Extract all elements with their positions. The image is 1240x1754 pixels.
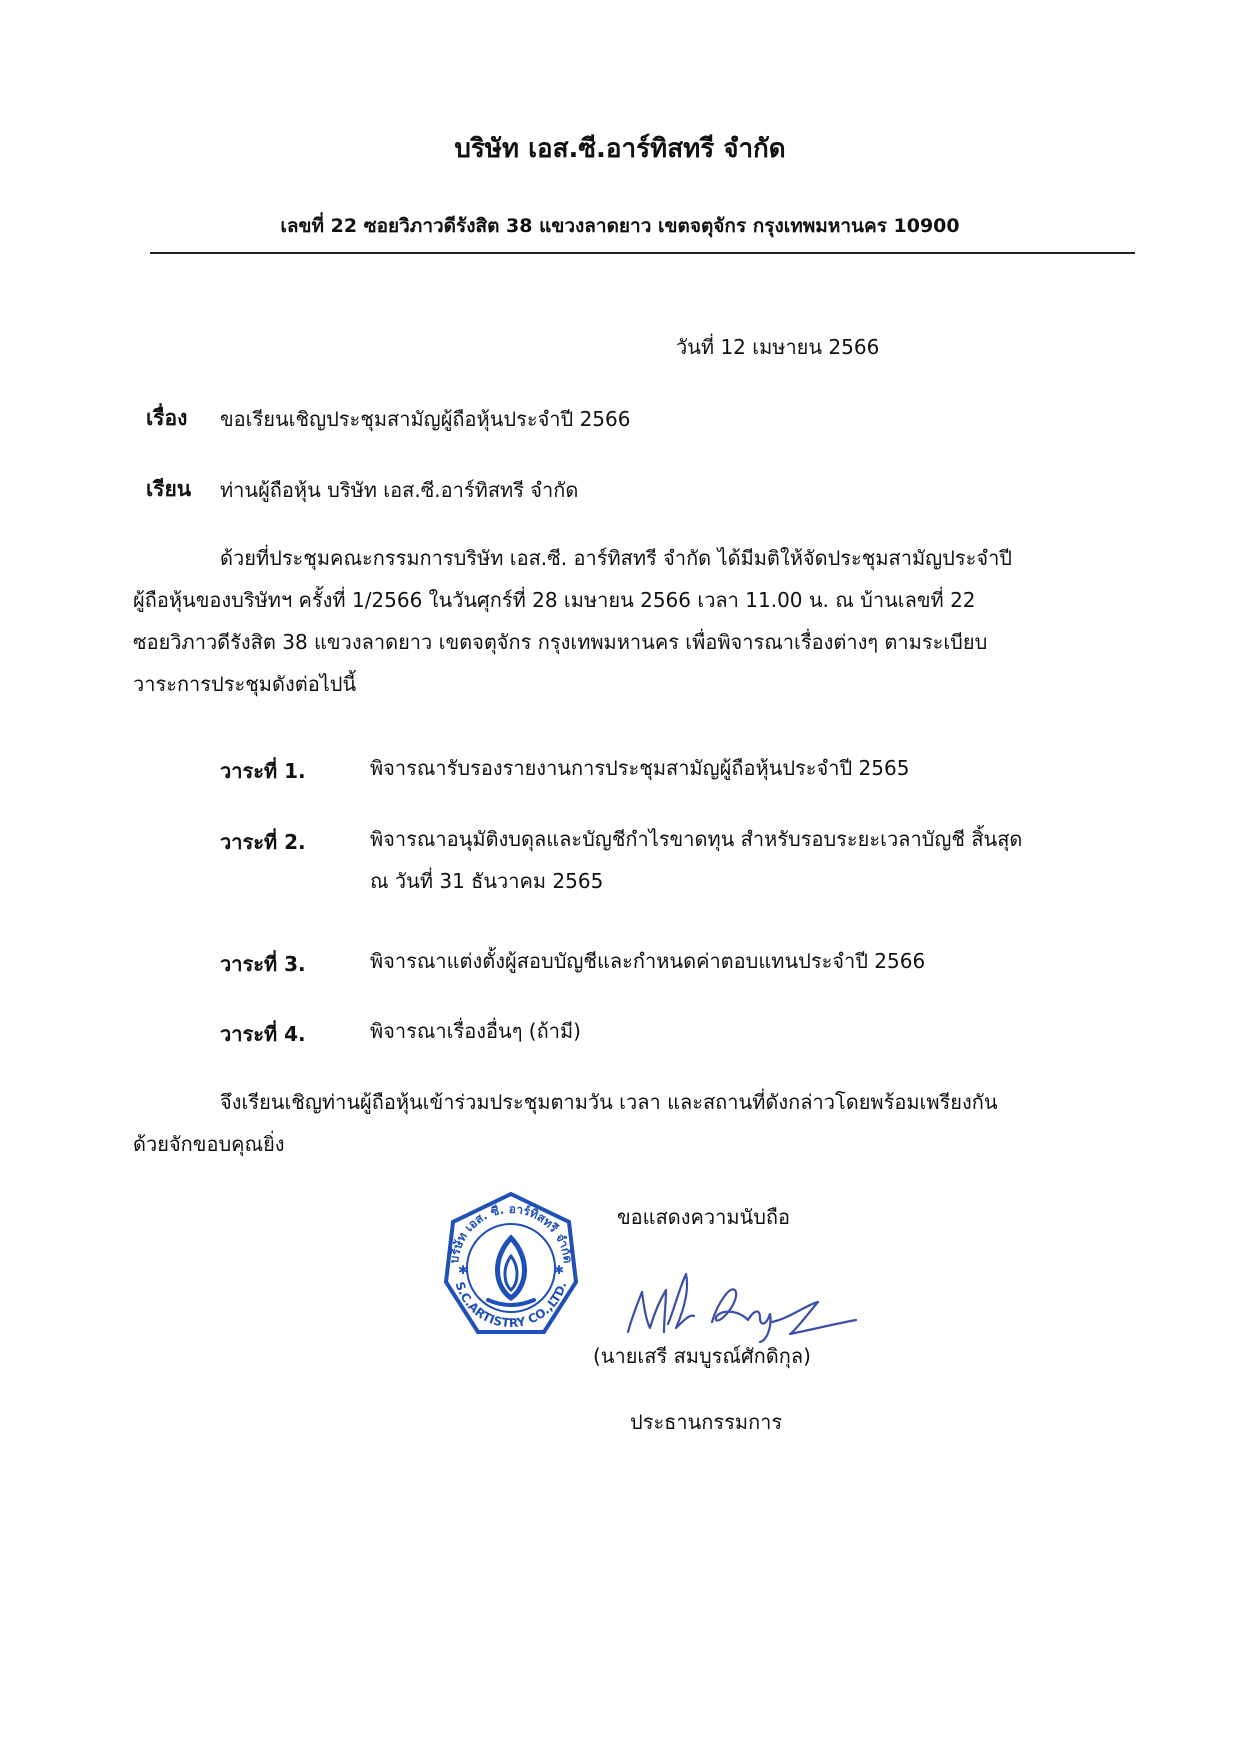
recipient-label: เรียน	[146, 477, 192, 501]
intro-line: ผู้ถือหุ้นของบริษัทฯ ครั้งที่ 1/2566 ในวันศุกร์ที่ 28 เมษายน 2566 เวลา 11.00 น. ณ บ้านเลขที่ 22	[133, 588, 976, 612]
company-name: บริษัท เอส.ซี.อาร์ทิสทรี จำกัด	[454, 134, 786, 164]
agenda-line: ณ วันที่ 31 ธันวาคม 2565	[370, 869, 604, 893]
flame-logo-icon	[488, 1238, 534, 1305]
agenda-line: พิจารณาแต่งตั้งผู้สอบบัญชีและกำหนดค่าตอบแทนประจำปี 2566	[370, 949, 926, 973]
company-seal	[436, 1186, 586, 1346]
invitation-line: จึงเรียนเชิญท่านผู้ถือหุ้นเข้าร่วมประชุมตามวัน เวลา และสถานที่ดังกล่าวโดยพร้อมเพรียงกัน	[220, 1090, 998, 1114]
header-divider	[150, 252, 1135, 254]
invitation-line: ด้วยจักขอบคุณยิ่ง	[133, 1132, 285, 1156]
signatory-name: (นายเสรี สมบูรณ์ศักดิกุล)	[593, 1344, 811, 1368]
agenda-item-text	[370, 747, 909, 789]
agenda-number: วาระที่ 2.	[220, 830, 306, 854]
intro-line: วาระการประชุมดังต่อไปนี้	[133, 672, 357, 696]
agenda-number: วาระที่ 1.	[220, 759, 306, 783]
intro-line: ซอยวิภาวดีรังสิต 38 แขวงลาดยาว เขตจตุจักร กรุงเทพมหานคร เพื่อพิจารณาเรื่องต่างๆ ตามระเบียบ	[133, 630, 988, 654]
agenda-item-text	[370, 818, 1022, 902]
company-address: เลขที่ 22 ซอยวิภาวดีรังสิต 38 แขวงลาดยาว เขตจตุจักร กรุงเทพมหานคร 10900	[280, 215, 960, 237]
agenda-line: พิจารณารับรองรายงานการประชุมสามัญผู้ถือหุ้นประจำปี 2565	[370, 756, 910, 780]
letter-date: วันที่ 12 เมษายน 2566	[676, 335, 880, 359]
agenda-item-text	[370, 940, 925, 982]
seal-text-top: บริษัท เอส. ซี. อาร์ทิสทรี จำกัด	[446, 1201, 576, 1265]
agenda-line: พิจารณาอนุมัติงบดุลและบัญชีกำไรขาดทุน สำหรับรอบระยะเวลาบัญชี สิ้นสุด	[370, 827, 1023, 851]
intro-paragraph	[133, 537, 1088, 705]
agenda-number: วาระที่ 4.	[220, 1022, 306, 1046]
handwritten-signature	[620, 1262, 860, 1347]
seal-star-icon: ✱	[554, 1263, 565, 1277]
invitation-paragraph	[133, 1081, 1088, 1165]
closing-text: ขอแสดงความนับถือ	[617, 1205, 791, 1229]
seal-star-icon: ✱	[458, 1263, 469, 1277]
agenda-line: พิจารณาเรื่องอื่นๆ (ถ้ามี)	[370, 1019, 581, 1043]
agenda-number: วาระที่ 3.	[220, 952, 306, 976]
seal-text-bottom: S.C.ARTISTRY CO.,LTD.	[452, 1279, 570, 1331]
recipient-text: ท่านผู้ถือหุ้น บริษัท เอส.ซี.อาร์ทิสทรี จำกัด	[220, 478, 579, 502]
subject-label: เรื่อง	[146, 406, 188, 430]
agenda-item-text	[370, 1010, 581, 1052]
signatory-position: ประธานกรรมการ	[630, 1410, 783, 1434]
subject-text: ขอเรียนเชิญประชุมสามัญผู้ถือหุ้นประจำปี 2566	[220, 407, 631, 431]
intro-line: ด้วยที่ประชุมคณะกรรมการบริษัท เอส.ซี. อาร์ทิสทรี จำกัด ได้มีมติให้จัดประชุมสามัญประจำปี	[220, 546, 1013, 570]
